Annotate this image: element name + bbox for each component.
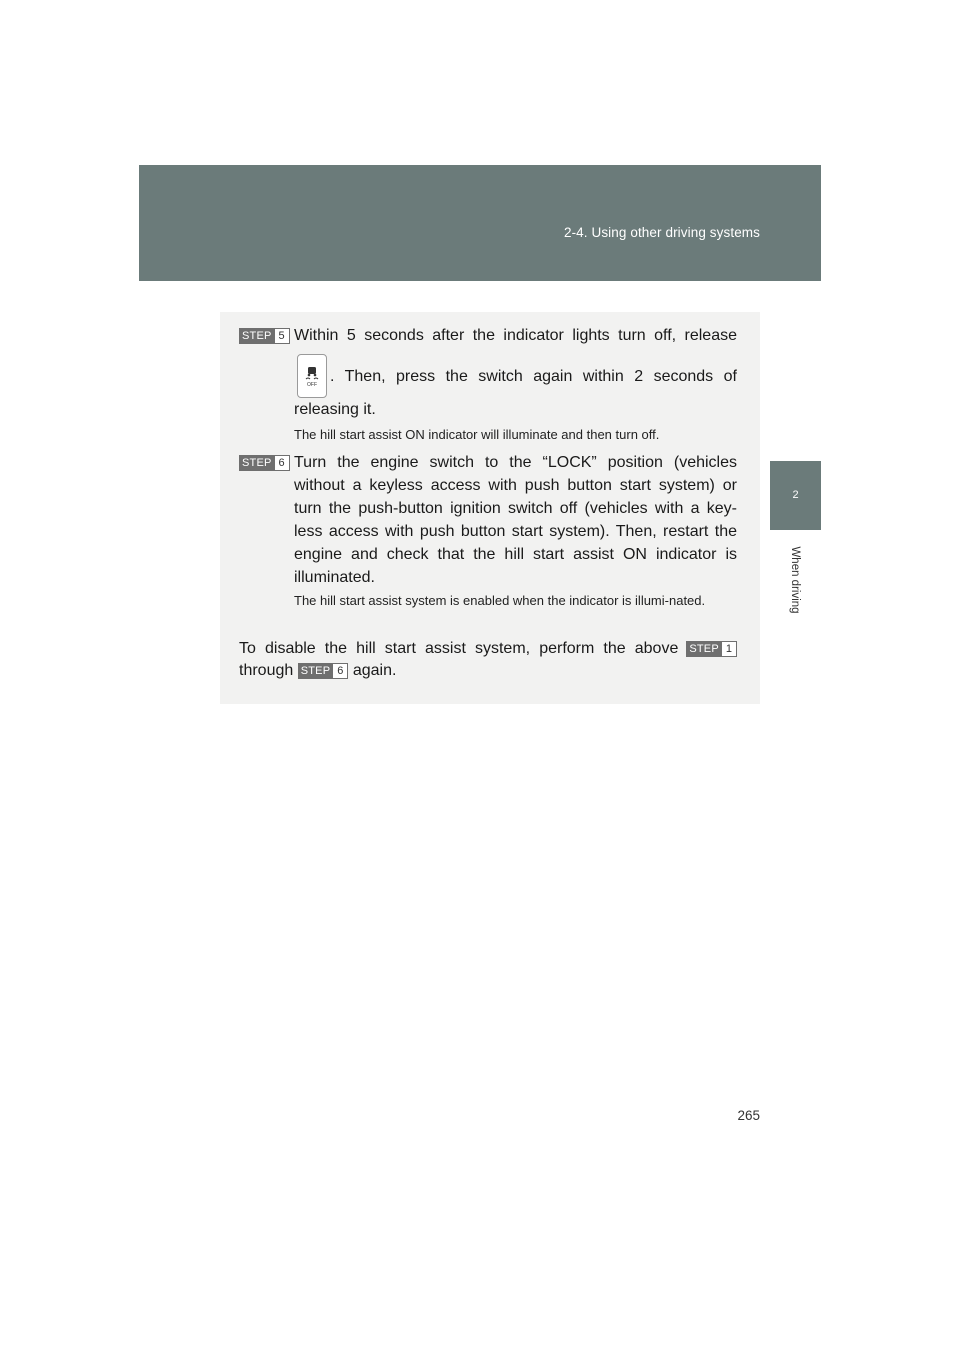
step-badge-6-ref [298, 663, 349, 679]
step-badge-word: STEP [240, 329, 275, 343]
disable-line2 [239, 659, 737, 682]
section-header [139, 165, 821, 281]
step-badge-number: 6 [333, 664, 347, 678]
step5-line3: releasing it. [294, 401, 376, 418]
step-badge-word: STEP [687, 642, 722, 656]
chapter-tab [770, 461, 821, 530]
step6-text: Turn the engine switch to the “LOCK” position (vehicles without a keyless access with push button start system) or turn the push-button ignition switch off (vehicles with a key-less access with push button start system). Then, restart the engine and check that the hill start assist ON indicator is illuminated. [294, 454, 737, 586]
page-number: 265 [737, 1108, 760, 1123]
step5-line1: Within 5 seconds after the indicator lights turn off, release [294, 327, 737, 344]
step-badge-word: STEP [240, 456, 275, 470]
step5-line2: . Then, press the switch again within 2 seconds of [330, 368, 737, 385]
car-slip-icon [298, 355, 326, 397]
step5-note: The hill start assist ON indicator will illuminate and then turn off. [294, 427, 660, 442]
disable-text-2b: again. [352, 662, 397, 679]
disable-text-2a: through [239, 662, 294, 679]
chapter-label: When driving [789, 546, 801, 614]
disable-line1 [239, 637, 737, 660]
section-title: 2-4. Using other driving systems [563, 225, 760, 240]
hill-start-assist-off-switch-icon [297, 354, 327, 398]
chapter-number: 2 [792, 489, 799, 501]
step-badge-5 [239, 328, 290, 344]
step-badge-1 [686, 641, 737, 657]
step-badge-number: 6 [275, 456, 289, 470]
step-badge-6 [239, 455, 290, 471]
off-label: OFF [307, 382, 317, 388]
step-badge-word: STEP [299, 664, 334, 678]
disable-text-1: To disable the hill start assist system, perform the above [239, 640, 679, 657]
step-badge-number: 5 [275, 329, 289, 343]
step6-note: The hill start assist system is enabled when the indicator is illumi-nated. [294, 593, 706, 608]
step-badge-number: 1 [722, 642, 736, 656]
